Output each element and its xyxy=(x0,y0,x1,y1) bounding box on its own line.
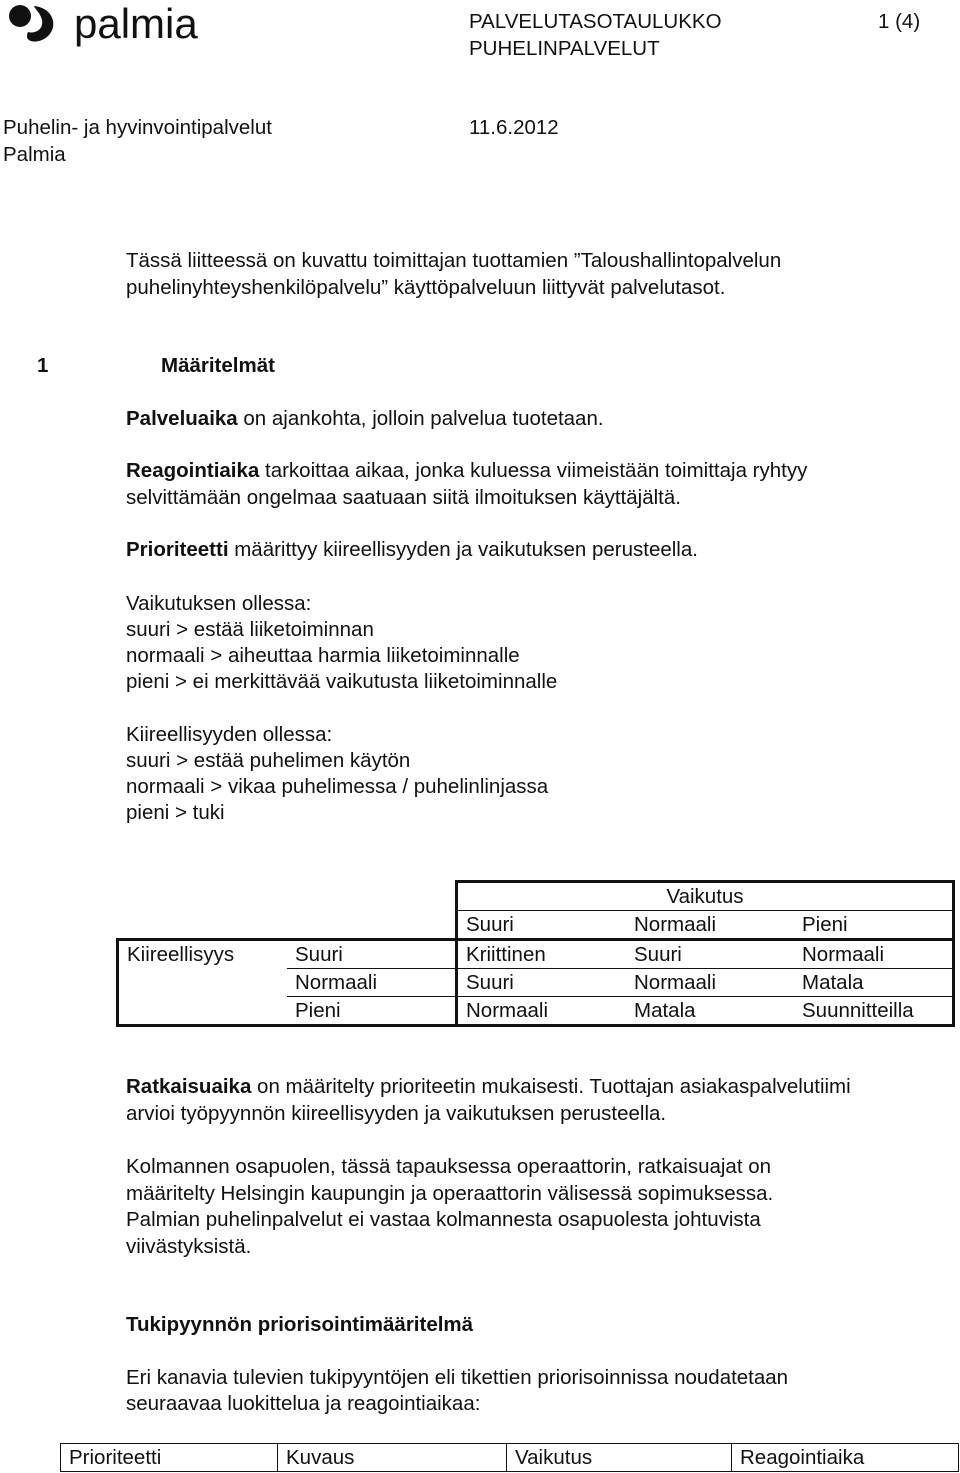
org-unit: Puhelin- ja hyvinvointipalvelut xyxy=(3,116,272,139)
matrix-header-row xyxy=(118,882,954,911)
section-number: 1 xyxy=(37,354,49,377)
intro-line-1: Tässä liitteessä on kuvattu toimittajan tuottamien ”Taloushallintopalvelun xyxy=(126,249,782,272)
text-prioriteetti: määrittyy kiireellisyyden ja vaikutuksen perusteella. xyxy=(228,538,698,561)
column-header: Kuvaus xyxy=(278,1444,507,1472)
text-palveluaika: on ajankohta, jolloin palvelua tuotetaan. xyxy=(237,407,604,430)
prioritization-line-1: Eri kanavia tulevien tukipyyntöjen eli tikettien priorisoinnissa noudatetaan xyxy=(126,1366,789,1389)
matrix-row xyxy=(118,969,954,997)
matrix-cell: Matala xyxy=(794,969,954,997)
matrix-cell: Normaali xyxy=(794,940,954,969)
resolution-line-2: arvioi työpyynnön kiireellisyyden ja vaikutuksen perusteella. xyxy=(126,1102,667,1125)
term-prioriteetti: Prioriteetti xyxy=(126,538,229,561)
third-party-line: viivästyksistä. xyxy=(126,1235,252,1258)
definition-prioriteetti xyxy=(126,536,698,563)
doc-date: 11.6.2012 xyxy=(469,116,559,139)
intro-line-2: puhelinyhteyshenkilöpalvelu” käyttöpalveluun liittyvät palvelutasot. xyxy=(126,276,726,299)
matrix-cell: Suuri xyxy=(457,969,627,997)
matrix-cell: Normaali xyxy=(626,969,794,997)
matrix-urgency-level: Normaali xyxy=(287,969,457,997)
term-reagointiaika: Reagointiaika xyxy=(126,459,260,482)
doc-title-1: PALVELUTASOTAULUKKO xyxy=(469,10,722,33)
matrix-urgency-label: Kiireellisyys xyxy=(118,940,288,969)
column-header: Vaikutus xyxy=(507,1444,732,1472)
matrix-cell: Kriittinen xyxy=(457,940,627,969)
matrix-impact-level: Pieni xyxy=(794,911,954,940)
definition-reagointiaika xyxy=(126,457,807,484)
priority-matrix xyxy=(116,880,955,1027)
urgency-line: normaali > vikaa puhelimessa / puhelinlinjassa xyxy=(126,775,549,798)
impact-line: suuri > estää liiketoiminnan xyxy=(126,618,374,641)
matrix-impact-levels-row xyxy=(118,911,954,940)
matrix-cell: Suunnitteilla xyxy=(794,997,954,1026)
matrix-cell: Normaali xyxy=(457,997,627,1026)
matrix-impact-label: Vaikutus xyxy=(457,882,954,911)
urgency-line: suuri > estää puhelimen käytön xyxy=(126,749,411,772)
matrix-row xyxy=(118,940,954,969)
resolution-line-1 xyxy=(126,1073,851,1100)
section-title: Määritelmät xyxy=(161,354,275,377)
term-ratkaisuaika: Ratkaisuaika xyxy=(126,1075,252,1098)
prioritization-table xyxy=(60,1443,959,1472)
urgency-line: pieni > tuki xyxy=(126,801,225,824)
matrix-urgency-level: Pieni xyxy=(287,997,457,1026)
term-palveluaika: Palveluaika xyxy=(126,407,238,430)
third-party-line: Palmian puhelinpalvelut ei vastaa kolmannesta osapuolesta johtuvista xyxy=(126,1208,761,1231)
column-header: Reagointiaika xyxy=(732,1444,959,1472)
impact-heading: Vaikutuksen ollessa: xyxy=(126,592,312,615)
text-reagointiaika-2: selvittämään ongelmaa saatuaan siitä ilmoituksen käyttäjältä. xyxy=(126,486,681,509)
text-ratkaisuaika-1: on määritelty prioriteetin mukaisesti. Tuottajan asiakaspalvelutiimi xyxy=(251,1075,851,1098)
column-header: Prioriteetti xyxy=(61,1444,278,1472)
page-number: 1 (4) xyxy=(878,10,921,33)
matrix-urgency-level: Suuri xyxy=(287,940,457,969)
definition-palveluaika xyxy=(126,405,604,432)
matrix-impact-level: Suuri xyxy=(457,911,627,940)
impact-line: normaali > aiheuttaa harmia liiketoiminnalle xyxy=(126,644,520,667)
matrix-impact-level: Normaali xyxy=(626,911,794,940)
third-party-line: Kolmannen osapuolen, tässä tapauksessa operaattorin, ratkaisuajat on xyxy=(126,1155,772,1178)
prioritization-heading: Tukipyynnön priorisointimääritelmä xyxy=(126,1313,474,1336)
text-reagointiaika-1: tarkoittaa aikaa, jonka kuluessa viimeistään toimittaja ryhtyy xyxy=(259,459,808,482)
prioritization-table-header xyxy=(61,1444,959,1472)
urgency-heading: Kiireellisyyden ollessa: xyxy=(126,723,333,746)
matrix-cell: Suuri xyxy=(626,940,794,969)
palmia-logo-mark xyxy=(4,2,224,48)
matrix-row xyxy=(118,997,954,1026)
third-party-line: määritelty Helsingin kaupungin ja operaattorin välisessä sopimuksessa. xyxy=(126,1182,774,1205)
org-name: Palmia xyxy=(3,143,66,166)
palmia-logo xyxy=(4,2,224,48)
prioritization-line-2: seuraavaa luokittelua ja reagointiaikaa: xyxy=(126,1392,481,1415)
logo-wordmark: palmia xyxy=(74,2,198,47)
matrix-cell: Matala xyxy=(626,997,794,1026)
impact-line: pieni > ei merkittävää vaikutusta liiketoiminnalle xyxy=(126,670,558,693)
doc-title-2: PUHELINPALVELUT xyxy=(469,37,660,60)
